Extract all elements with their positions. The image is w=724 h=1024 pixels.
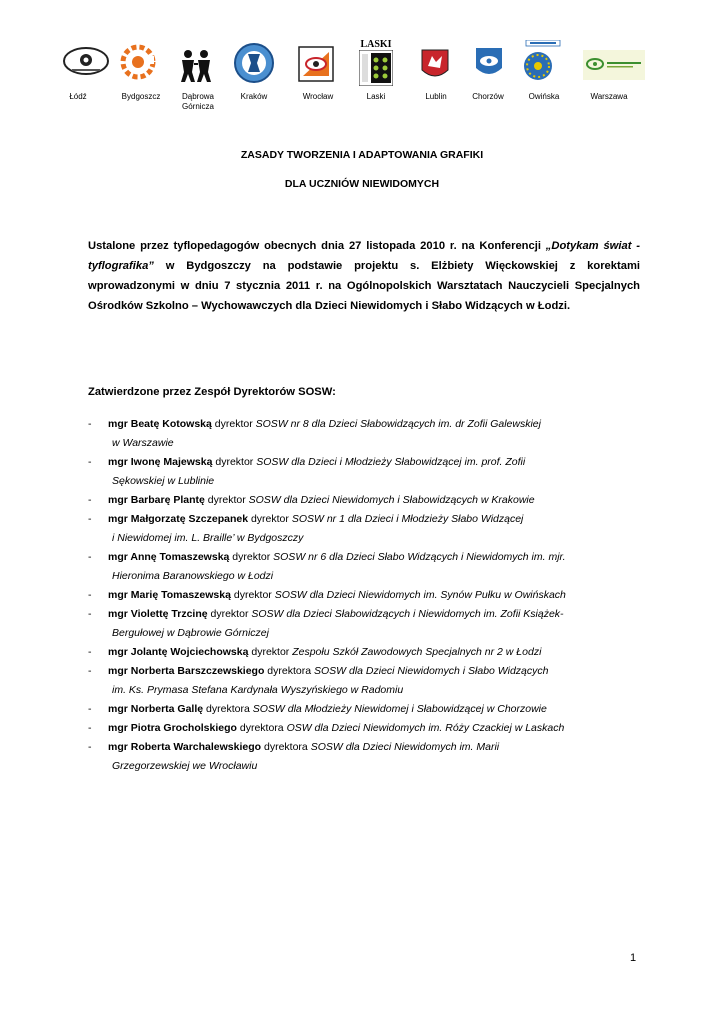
directors-list xyxy=(88,415,640,776)
director-name: mgr Małgorzatę Szczepanek xyxy=(108,513,249,525)
director-name: mgr Norberta Gallę xyxy=(108,703,204,715)
list-dash: - xyxy=(88,665,92,677)
director-role: dyrektora xyxy=(261,741,311,753)
director-name: mgr Marię Tomaszewską xyxy=(108,589,231,601)
page-number: 1 xyxy=(630,952,637,964)
chorzow-school-logo xyxy=(474,46,504,80)
school-name-continued: Grzegorzewskiej we Wrocławiu xyxy=(112,760,258,772)
school-name: SOSW dla Dzieci Słabowidzących i Niewidomych im. Zofii Książek- xyxy=(251,608,564,620)
director-name: mgr Annę Tomaszewską xyxy=(108,551,230,563)
city-name: Bydgoszcz xyxy=(121,92,161,101)
school-name: SOSW nr 8 dla Dzieci Słabowidzących im. dr Zofii Galewskiej xyxy=(255,418,541,430)
city-name: Chorzów xyxy=(472,92,504,101)
city-name: Laski xyxy=(366,92,386,101)
laski-logo xyxy=(356,38,396,88)
director-name: mgr Iwonę Majewską xyxy=(108,456,213,468)
director-name: mgr Jolantę Wojciechowską xyxy=(108,646,249,658)
list-dash: - xyxy=(88,646,92,658)
school-name-continued: i Niewidomej im. L. Braille’ w Bydgoszczy xyxy=(112,532,304,544)
director-item xyxy=(88,415,640,453)
director-role: dyrektor xyxy=(211,418,256,430)
director-name: mgr Violettę Trzcinę xyxy=(108,608,208,620)
director-role: dyrektor xyxy=(212,456,257,468)
krakow-school-logo xyxy=(233,42,275,84)
wroclaw-school-logo xyxy=(298,46,334,82)
list-dash: - xyxy=(88,589,92,601)
laski-logo-text: LASKI xyxy=(360,39,392,50)
director-item xyxy=(88,491,640,510)
director-name: mgr Piotra Grocholskiego xyxy=(108,722,237,734)
director-item xyxy=(88,662,640,700)
city-names xyxy=(0,92,724,122)
list-dash: - xyxy=(88,551,92,563)
school-name: SOSW dla Dzieci i Młodzieży Słabowidzącej im. prof. Zofii xyxy=(256,456,526,468)
school-name: OSW dla Dzieci Niewidomych im. Róży Czackiej w Laskach xyxy=(286,722,565,734)
list-dash: - xyxy=(88,513,92,525)
intro-paragraph: Ustalone przez tyflopedagogów obecnych dnia 27 listopada 2010 r. na Konferencji „Dotykam świat - tyflografika” w Bydgoszczy na podstawie projektu s. Elżbiety Więckowskiej z korektami wprowadzonymi w dniu 7 stycznia 2011 r. na Ogólnopolskich Warsztatach Nauczycieli Specjalnych Ośrodków Szkolno – Wychowawczych dla Dzieci Niewidomych i Słabo Widzących w Łodzi. xyxy=(88,240,640,312)
school-name-continued: Sękowskiej w Lublinie xyxy=(112,475,215,487)
school-name: SOSW nr 1 dla Dzieci i Młodzieży Słabo Widzącej xyxy=(291,513,524,525)
list-dash: - xyxy=(88,608,92,620)
city-name: Owińska xyxy=(528,92,560,101)
logos-row xyxy=(0,38,724,88)
list-dash: - xyxy=(88,722,92,734)
director-item xyxy=(88,605,640,643)
director-item xyxy=(88,719,640,738)
director-role: dyrektora xyxy=(264,665,314,677)
warszawa-school-logo xyxy=(583,50,645,80)
director-role: dyrektor xyxy=(230,589,275,601)
approved-heading: Zatwierdzone przez Zespół Dyrektorów SOSW: xyxy=(88,386,336,398)
city-name: Lublin xyxy=(425,92,447,101)
school-name-continued: Bergułowej w Dąbrowie Górniczej xyxy=(112,627,269,639)
director-role: dyrektor xyxy=(207,608,252,620)
city-name: Dąbrowa Górnicza xyxy=(181,92,214,111)
list-dash: - xyxy=(88,418,92,430)
school-name-continued: w Warszawie xyxy=(112,437,174,449)
lodz-school-logo xyxy=(62,46,110,76)
director-item xyxy=(88,586,640,605)
school-name-continued: im. Ks. Prymasa Stefana Kardynała Wyszyńskiego w Radomiu xyxy=(112,684,404,696)
dabrowa-gornicza-school-logo xyxy=(176,48,216,84)
director-role: dyrektora xyxy=(203,703,253,715)
school-name: SOSW dla Dzieci Niewidomych im. Marii xyxy=(310,741,500,753)
director-item xyxy=(88,700,640,719)
list-dash: - xyxy=(88,703,92,715)
director-role: dyrektor xyxy=(248,646,293,658)
bydgoszcz-school-logo xyxy=(120,44,156,80)
director-name: mgr Beatę Kotowską xyxy=(108,418,212,430)
city-name: Warszawa xyxy=(590,92,628,101)
director-item xyxy=(88,643,640,662)
document-title: ZASADY TWORZENIA I ADAPTOWANIA GRAFIKI xyxy=(240,149,484,161)
owinska-school-logo xyxy=(518,40,568,84)
school-name: Zespołu Szkół Zawodowych Specjalnych nr 2 w Łodzi xyxy=(292,646,542,658)
school-name: SOSW dla Młodzieży Niewidomej i Słabowidzącej w Chorzowie xyxy=(252,703,547,715)
director-name: mgr Norberta Barszczewskiego xyxy=(108,665,265,677)
director-item xyxy=(88,510,640,548)
school-name: SOSW dla Dzieci Niewidomych im. Synów Pułku w Owińskach xyxy=(274,589,566,601)
director-name: mgr Roberta Warchalewskiego xyxy=(108,741,262,753)
school-name: SOSW dla Dzieci Niewidomych i Słabowidzących w Krakowie xyxy=(248,494,535,506)
director-item xyxy=(88,453,640,491)
city-name: Kraków xyxy=(240,92,268,101)
director-item xyxy=(88,738,640,776)
list-dash: - xyxy=(88,494,92,506)
director-role: dyrektor xyxy=(204,494,249,506)
document-subtitle: DLA UCZNIÓW NIEWIDOMYCH xyxy=(284,178,440,190)
lublin-school-logo xyxy=(420,48,450,82)
school-name-continued: Hieronima Baranowskiego w Łodzi xyxy=(112,570,274,582)
director-item xyxy=(88,548,640,586)
city-name: Łódź xyxy=(69,92,87,101)
director-name: mgr Barbarę Plantę xyxy=(108,494,205,506)
city-name: Wrocław xyxy=(302,92,334,101)
list-dash: - xyxy=(88,741,92,753)
list-dash: - xyxy=(88,456,92,468)
director-role: dyrektora xyxy=(236,722,287,734)
director-role: dyrektor xyxy=(229,551,274,563)
school-name: SOSW dla Dzieci Niewidomych i Słabo Widzących xyxy=(314,665,549,677)
director-role: dyrektor xyxy=(248,513,292,525)
school-name: SOSW nr 6 dla Dzieci Słabo Widzących i Niewidomych im. mjr. xyxy=(273,551,566,563)
